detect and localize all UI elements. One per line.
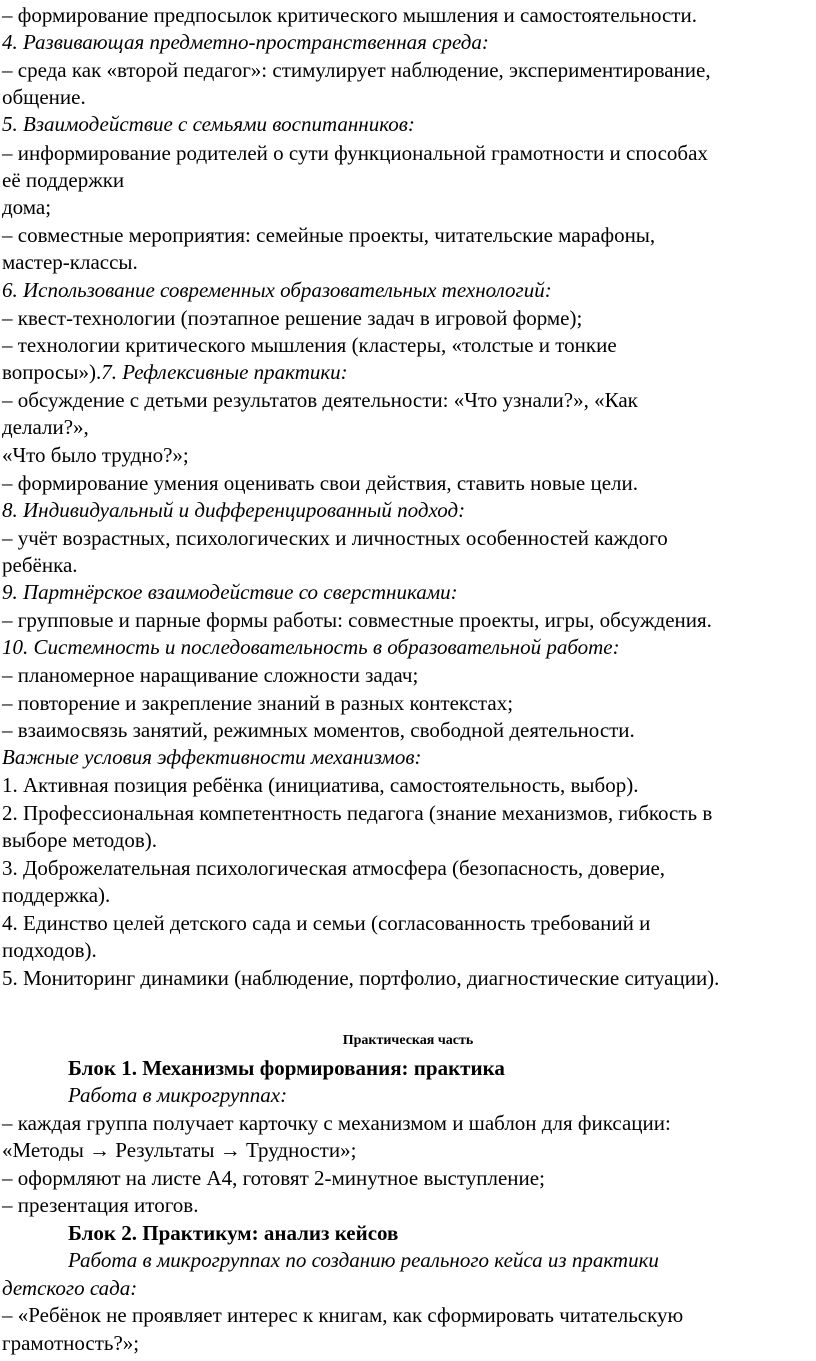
- subsection-heading: детского сада:: [2, 1276, 138, 1300]
- text-line: грамотность?»;: [2, 1331, 140, 1355]
- text-line: выборе методов).: [2, 828, 158, 852]
- text-line: – каждая группа получает карточку с механизмом и шаблон для фиксации:: [2, 1111, 671, 1135]
- text-line: поддержка).: [2, 883, 111, 907]
- text-line: – взаимосвязь занятий, режимных моментов, свободной деятельности.: [2, 718, 635, 742]
- text-line: подходов).: [2, 938, 97, 962]
- text-line: «Методы → Результаты → Трудности»;: [2, 1138, 357, 1162]
- section-heading: Важные условия эффективности механизмов:: [2, 745, 422, 769]
- section-heading: 9. Партнёрское взаимодействие со сверстниками:: [2, 580, 458, 604]
- section-heading: 4. Развивающая предметно-пространственная среда:: [2, 30, 489, 54]
- text-line: общение.: [2, 85, 86, 109]
- section-heading: 8. Индивидуальный и дифференцированный подход:: [2, 498, 466, 522]
- text-line: – среда как «второй педагог»: стимулирует наблюдение, экспериментирование,: [2, 58, 711, 82]
- text-line: – «Ребёнок не проявляет интерес к книгам, как сформировать читательскую: [2, 1303, 684, 1327]
- block-heading: Блок 2. Практикум: анализ кейсов: [68, 1221, 399, 1245]
- text-line-mixed: [2, 359, 348, 386]
- block-heading: Блок 1. Механизмы формирования: практика: [68, 1056, 505, 1080]
- text-fragment: вопросы»).: [2, 360, 102, 384]
- section-heading: 10. Системность и последовательность в образовательной работе:: [2, 635, 620, 659]
- text-line: – групповые и парные формы работы: совместные проекты, игры, обсуждения.: [2, 608, 712, 632]
- text-line: – формирование умения оценивать свои действия, ставить новые цели.: [2, 471, 638, 495]
- section-heading: 6. Использование современных образовательных технологий:: [2, 278, 552, 302]
- text-line: – планомерное наращивание сложности задач;: [2, 663, 419, 687]
- text-line: – формирование предпосылок критического мышления и самостоятельности.: [2, 3, 697, 27]
- text-line: – повторение и закрепление знаний в разных контекстах;: [2, 691, 514, 715]
- text-line: 3. Доброжелательная психологическая атмосфера (безопасность, доверие,: [2, 856, 666, 880]
- section-heading: 5. Взаимодействие с семьями воспитанников:: [2, 112, 415, 136]
- text-line: мастер-классы.: [2, 250, 138, 274]
- text-line: – квест-технологии (поэтапное решение задач в игровой форме);: [2, 306, 583, 330]
- subsection-heading: Работа в микрогруппах по созданию реального кейса из практики: [68, 1248, 659, 1272]
- text-line: её поддержки: [2, 168, 125, 192]
- text-line: делали?»,: [2, 415, 89, 439]
- text-line: – обсуждение с детьми результатов деятельности: «Что узнали?», «Как: [2, 388, 638, 412]
- text-line: 1. Активная позиция ребёнка (инициатива, самостоятельность, выбор).: [2, 773, 639, 797]
- text-line: – технологии критического мышления (кластеры, «толстые и тонкие: [2, 333, 617, 357]
- text-line: 5. Мониторинг динамики (наблюдение, портфолио, диагностические ситуации).: [2, 966, 720, 990]
- text-line: – учёт возрастных, психологических и личностных особенностей каждого: [2, 526, 668, 550]
- text-line: 2. Профессиональная компетентность педагога (знание механизмов, гибкость в: [2, 801, 713, 825]
- text-line: 4. Единство целей детского сада и семьи (согласованность требований и: [2, 911, 651, 935]
- text-line: – совместные мероприятия: семейные проекты, читательские марафоны,: [2, 223, 656, 247]
- text-line: дома;: [2, 195, 52, 219]
- section-heading: 7. Рефлексивные практики:: [101, 360, 348, 384]
- text-line: – оформляют на листе А4, готовят 2-минутное выступление;: [2, 1166, 545, 1190]
- practical-part-heading: Практическая часть: [342, 1033, 474, 1048]
- text-line: ребёнка.: [2, 553, 78, 577]
- text-line: «Что было трудно?»;: [2, 443, 189, 467]
- subsection-heading: Работа в микрогруппах:: [68, 1083, 288, 1107]
- text-line: – презентация итогов.: [2, 1193, 199, 1217]
- text-line: – информирование родителей о сути функциональной грамотности и способах: [2, 141, 708, 165]
